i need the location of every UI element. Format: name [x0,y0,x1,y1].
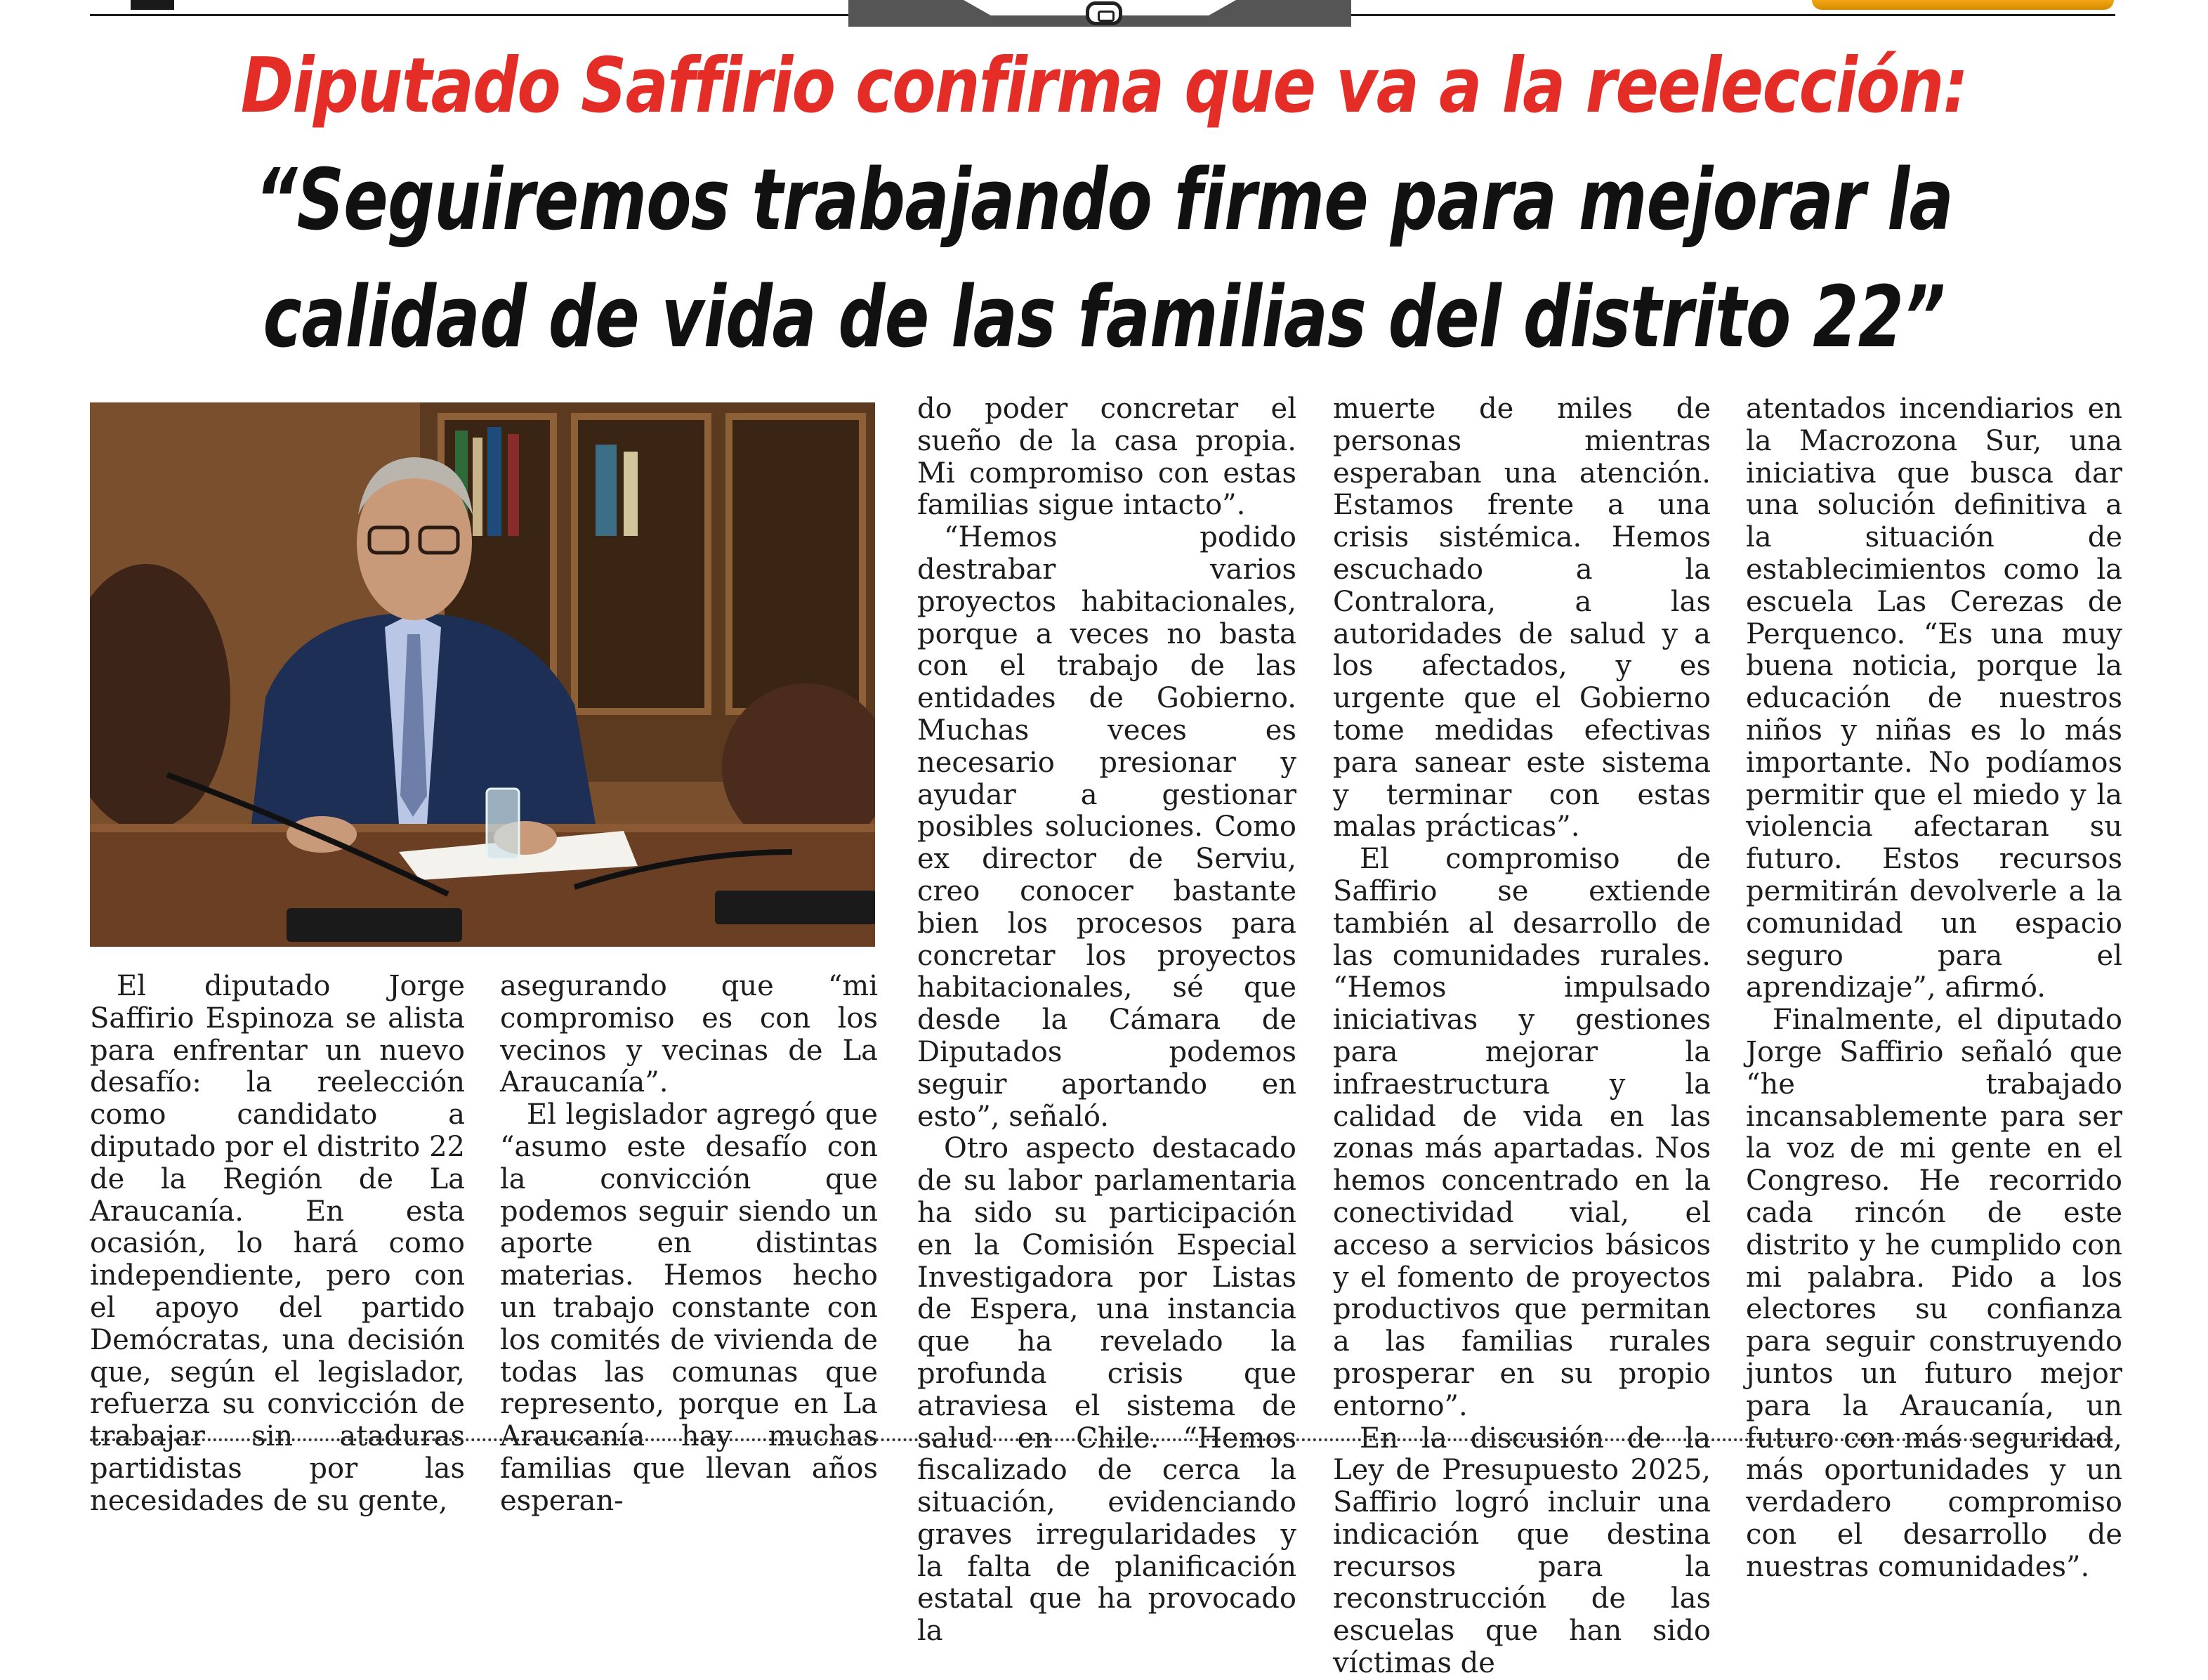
article-column-3 [917,393,1296,1648]
article-column-5 [1746,393,2122,1583]
section-marker [131,0,174,10]
page-header-bar [0,0,2208,28]
paragraph: El diputado Jorge Saffirio Espinoza se alista para enfrentar un nuevo desafío: la reelección como candidato a diputado por el distrito 22 de la Región de La Araucanía. En esta ocasión, lo hará como independiente, pero con el apoyo del partido Demócratas, una decisión que, según el legislador, refuerza su convicción de trabajar sin ataduras partidistas por las necesidades de su gente, [90,970,465,1517]
paragraph: “Hemos podido destrabar varios proyectos habitacionales, porque a veces no basta con el trabajo de las entidades de Gobierno. Muchas veces es necesario presionar y ayudar a gestionar posibles soluciones. Como ex director de Serviu, creo conocer bastante bien los procesos para concretar los proyectos habitacionales, sé que desde la Cámara de Diputados podemos seguir aportando en esto”, señaló. [917,521,1296,1133]
article-column-1 [90,971,465,1518]
article-photo [90,402,875,947]
header-rule-left [90,14,848,16]
bottom-dotted-rule [90,1438,2115,1441]
paragraph: do poder concretar el sueño de la casa propia. Mi compromiso con estas familias sigue intacto”. [917,393,1296,522]
headline-quote-line-1: “Seguiremos trabajando firme para mejorar la [255,152,1953,249]
headline-quote-line-2: calidad de vida de las familias del distrito 22” [263,269,1945,367]
camera-icon [1086,1,1122,25]
paragraph: En la discusión de la Ley de Presupuesto 2025, Saffirio logró incluir una indicación que destina recursos para la reconstrucción de las escuelas que han sido víctimas de [1333,1422,1711,1680]
paragraph: El legislador agregó que “asumo este desafío con la convicción que podemos seguir siendo un aporte en distintas materias. Hemos hecho un trabajo constante con los comités de vivienda de todas las comunas que represento, porque en La Araucanía hay muchas familias que llevan años esperan- [500,1098,878,1517]
article-column-4 [1333,393,1711,1680]
paragraph: El compromiso de Saffirio se extiende también al desarrollo de las comunidades rurales. “Hemos impulsado iniciativas y gestiones para mejorar la infraestructura y la calidad de vida en las zonas más apartadas. Nos hemos concentrado en la conectividad vial, el acceso a servicios básicos y el fomento de proyectos productivos que permitan a las familias rurales prosperar en su propio entorno”. [1333,843,1711,1422]
article-column-2 [500,971,878,1518]
headline-kicker: Diputado Saffirio confirma que va a la reelección: [240,42,1968,130]
section-badge [1812,0,2114,10]
paragraph: Otro aspecto destacado de su labor parlamentaria ha sido su participación en la Comisión Especial Investigadora por Listas de Espera, una instancia que ha revelado la profunda crisis que atraviesa el sistema de salud en Chile. “Hemos fiscalizado de cerca la situación, evidenciando graves irregularidades y la falta de planificación estatal que ha provocado la [917,1132,1296,1648]
paragraph: Finalmente, el diputado Jorge Saffirio señaló que “he trabajado incansablemente para ser la voz de mi gente en el Congreso. He recorrido cada rincón de este distrito y he cumplido con mi palabra. Pido a los electores su confianza para seguir construyendo juntos un futuro mejor para la Araucanía, un futuro con más seguridad, más oportunidades y un verdadero compromiso con el desarrollo de nuestras comunidades”. [1746,1004,2122,1583]
paragraph: muerte de miles de personas mientras esperaban una atención. Estamos frente a una crisis sistémica. Hemos escuchado a la Contralora, a las autoridades de salud y a los afectados, y es urgente que el Gobierno tome medidas efectivas para sanear este sistema y terminar con estas malas prácticas”. [1333,393,1711,844]
header-rule-right [1351,14,2115,16]
paragraph: asegurando que “mi compromiso es con los vecinos y vecinas de La Araucanía”. [500,970,878,1099]
paragraph: atentados incendiarios en la Macrozona Sur, una iniciativa que busca dar una solución definitiva a la situación de establecimientos como la escuela Las Cerezas de Perquenco. “Es una muy buena noticia, porque la educación de nuestros niños y niñas es lo más importante. No podíamos permitir que el miedo y la violencia afectaran su futuro. Estos recursos permitirán devolverle a la comunidad un espacio seguro para el aprendizaje”, afirmó. [1746,393,2122,1004]
